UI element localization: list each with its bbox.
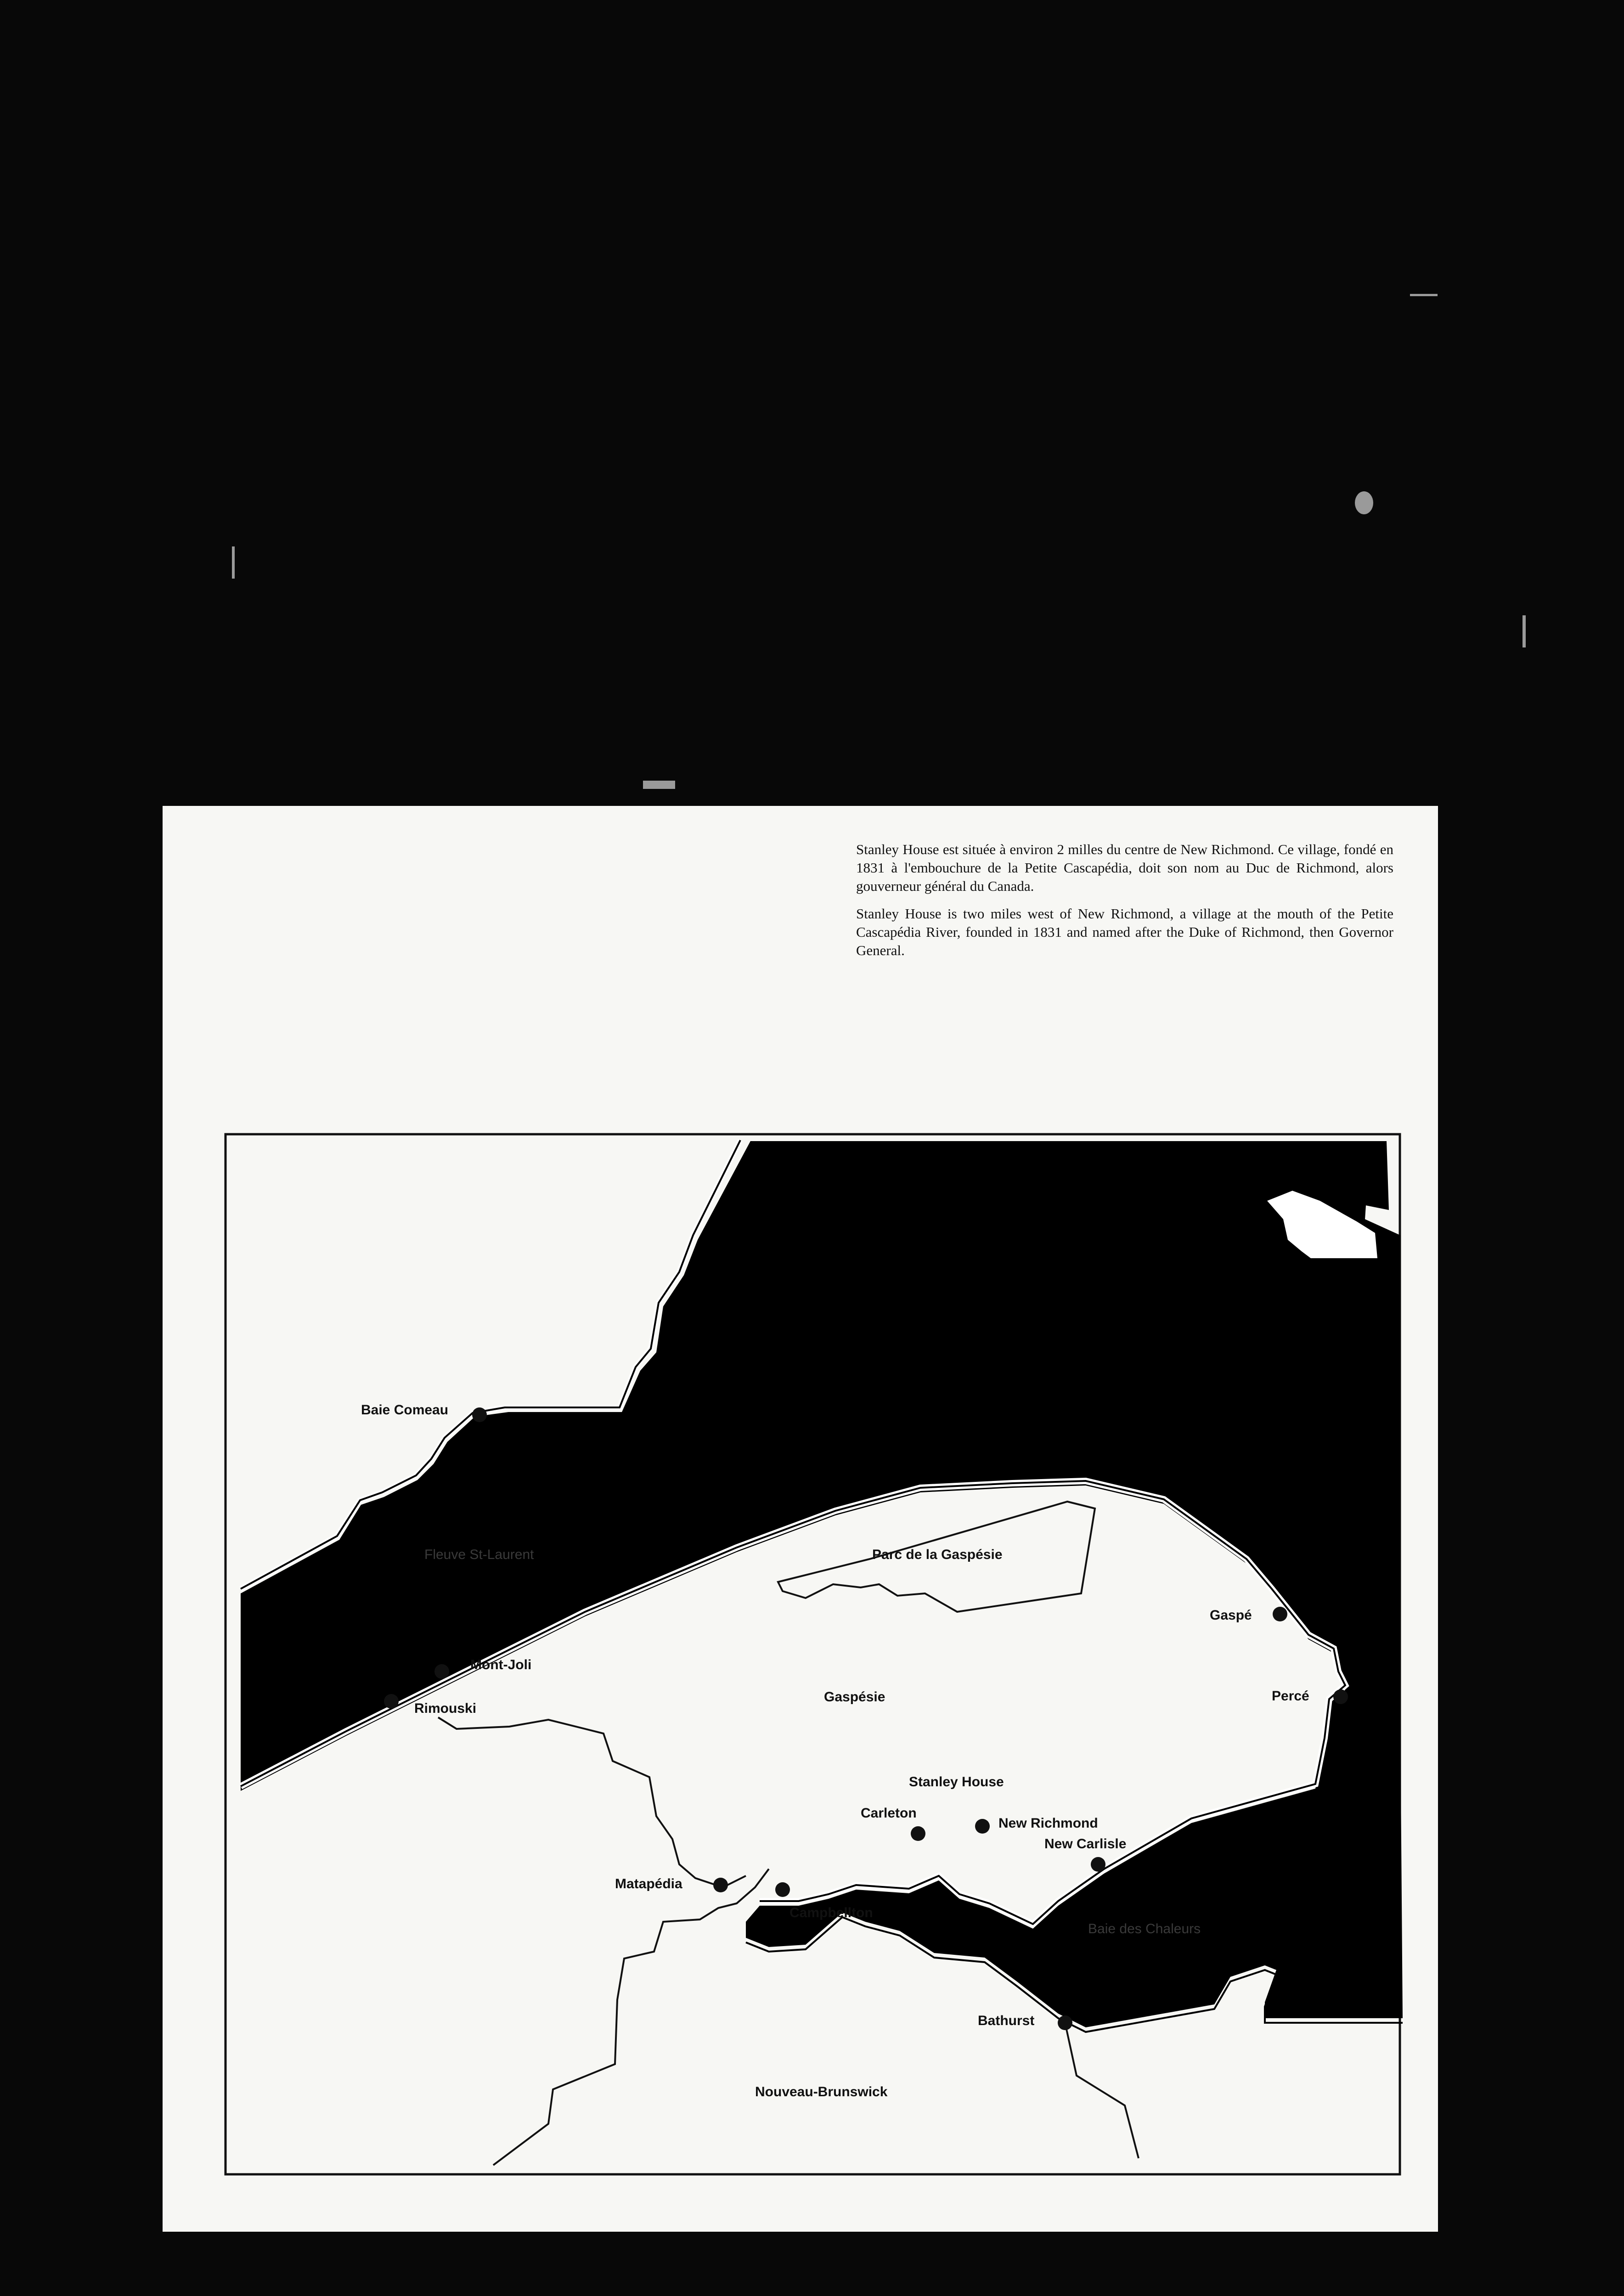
town-marker-mont-joli — [434, 1664, 449, 1679]
town-marker-perce — [1333, 1689, 1348, 1704]
label-nouveau-brunswick: Nouveau-Brunswick — [755, 2084, 888, 2099]
caption-french: Stanley House est située à environ 2 milles du centre de New Richmond. Ce village, fondé en 1831 à l'embouchure de la Petite Cascapédia, doit son nom au Duc de Richmond, alors gouverneur général du Canada. — [856, 841, 1393, 894]
label-matapedia: Matapédia — [615, 1876, 682, 1891]
town-marker-campbellton — [775, 1882, 790, 1897]
label-new-carlisle: New Carlisle — [1044, 1836, 1127, 1851]
label-rimouski: Rimouski — [414, 1701, 477, 1716]
town-marker-bathurst — [1058, 2015, 1072, 2030]
label-mont-joli: Mont-Joli — [470, 1657, 532, 1672]
label-baie-des-chaleurs: Baie des Chaleurs — [1088, 1921, 1201, 1936]
provincial-border — [438, 1717, 746, 1887]
label-carleton: Carleton — [861, 1806, 917, 1821]
town-marker-matapedia — [713, 1878, 728, 1892]
film-scratch — [232, 546, 235, 579]
label-perce: Percé — [1272, 1688, 1309, 1704]
town-marker-baie-comeau — [472, 1407, 487, 1422]
film-scratch — [1410, 294, 1438, 296]
label-fleuve-st-laurent: Fleuve St-Laurent — [424, 1547, 534, 1562]
gaspesie-map — [163, 806, 1438, 2232]
label-parc-gaspesie: Parc de la Gaspésie — [872, 1547, 1003, 1562]
label-stanley-house: Stanley House — [909, 1774, 1004, 1790]
label-gaspesie-region: Gaspésie — [824, 1689, 885, 1705]
town-marker-gaspe — [1273, 1607, 1287, 1621]
bathurst-road — [1065, 2023, 1139, 2158]
film-scratch — [1355, 491, 1373, 514]
film-scratch — [643, 781, 675, 789]
town-marker-new-richmond — [975, 1819, 990, 1834]
label-campbellton: Campbellton — [789, 1905, 873, 1920]
town-marker-new-carlisle — [1091, 1857, 1105, 1872]
map-sheet — [163, 806, 1438, 2232]
provincial-border-south — [493, 1869, 769, 2165]
label-new-richmond: New Richmond — [998, 1816, 1098, 1831]
label-bathurst: Bathurst — [978, 2013, 1035, 2028]
caption-english: Stanley House is two miles west of New Richmond, a village at the mouth of the Petite Cascapédia River, founded in 1831 and named after the Duke of Richmond, then Governor General. — [856, 906, 1393, 958]
town-marker-rimouski — [384, 1694, 399, 1709]
town-marker-carleton — [911, 1826, 925, 1841]
film-scratch — [1522, 615, 1526, 647]
label-baie-comeau: Baie Comeau — [361, 1402, 449, 1418]
label-gaspe: Gaspé — [1210, 1608, 1252, 1623]
